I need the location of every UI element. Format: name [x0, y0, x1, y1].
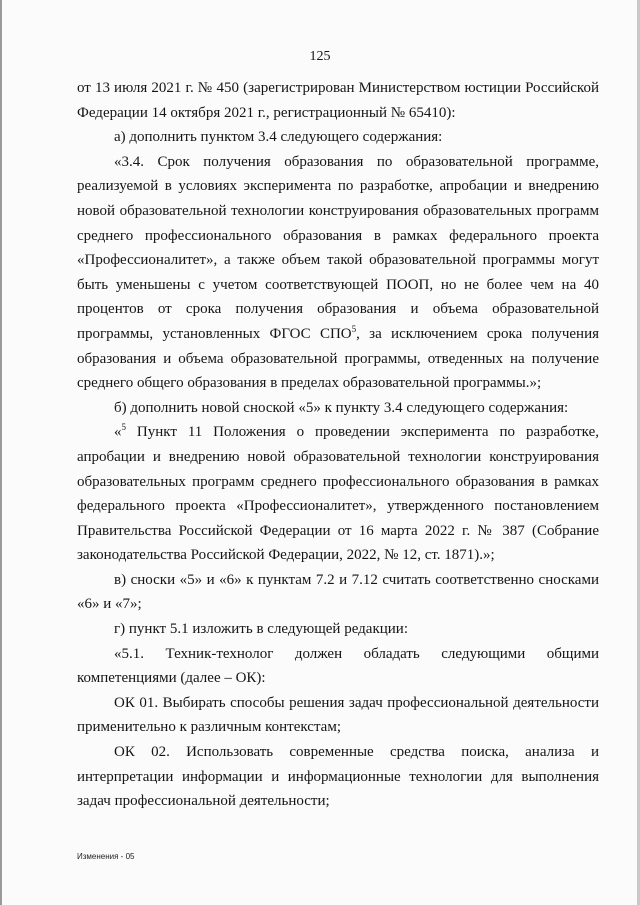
footnote-marker: 5	[121, 422, 126, 433]
paragraph-footnote-5	[77, 420, 599, 568]
scan-edge-left	[0, 0, 2, 905]
paragraph-item-a: а) дополнить пунктом 3.4 следующего содержания:	[114, 129, 443, 146]
clause-3-4-text: «3.4. Срок получения образования по образовательной программе, реализуемой в условиях эксперимента по разработке, апробации и внедрению новой образовательной технологии конструирования образовательных программ среднего профессионального образования в рамках федерального проекта «Профессионалитет», а также объем такой образовательной программы могут быть уменьшены с учетом соответствующей ПООП, но не более чем на 40 процентов от срока получения образования и объема образовательной программы, установленных ФГОС СПО	[77, 153, 599, 342]
paragraph-order-reference: от 13 июля 2021 г. № 450 (зарегистрирован Министерством юстиции Российской Федерации 14 октября 2021 г., регистрационный № 65410):	[77, 80, 599, 121]
paragraph-item-g: г) пункт 5.1 изложить в следующей редакции:	[114, 621, 408, 638]
page-number: 125	[309, 49, 331, 64]
paragraph-item-v: в) сноски «5» и «6» к пунктам 7.2 и 7.12 считать соответственно сносками «6» и «7»;	[77, 571, 599, 613]
paragraph-clause-3-4	[77, 150, 599, 396]
paragraph-clause-5-1: «5.1. Техник-технолог должен обладать следующими общими компетенциями (далее – ОК):	[77, 645, 599, 687]
footnote-5-text: Пункт 11 Положения о проведении эксперимента по разработке, апробации и внедрению новой образовательной технологии конструирования образовательных программ среднего профессионального образования в рамках федерального проекта «Профессионалитет», утвержденного постановлением Правительства Российской Федерации от 16 марта 2022 г. № 387 (Собрание законодательства Российской Федерации, 2022, № 12, ст. 1871).»;	[77, 424, 599, 564]
clause-3-4-continuation: , за исключением срока получения образования и объема образовательной программы, отведенных на получение среднего общего образования в пределах образовательной программы.»;	[77, 325, 599, 392]
paragraph-item-b: б) дополнить новой сноской «5» к пункту 3.4 следующего содержания:	[114, 399, 569, 416]
footnote-opening-quote: «	[114, 424, 122, 441]
page-footer: Изменения - 05	[77, 852, 135, 861]
paragraph-ok-01: ОК 01. Выбирать способы решения задач профессиональной деятельности применительно к различным контекстам;	[77, 694, 599, 736]
document-body	[77, 76, 599, 814]
footnote-marker: 5	[351, 323, 357, 334]
paragraph-ok-02: ОК 02. Использовать современные средства поиска, анализа и интерпретации информации и информационные технологии для выполнения задач профессиональной деятельности;	[77, 744, 599, 810]
